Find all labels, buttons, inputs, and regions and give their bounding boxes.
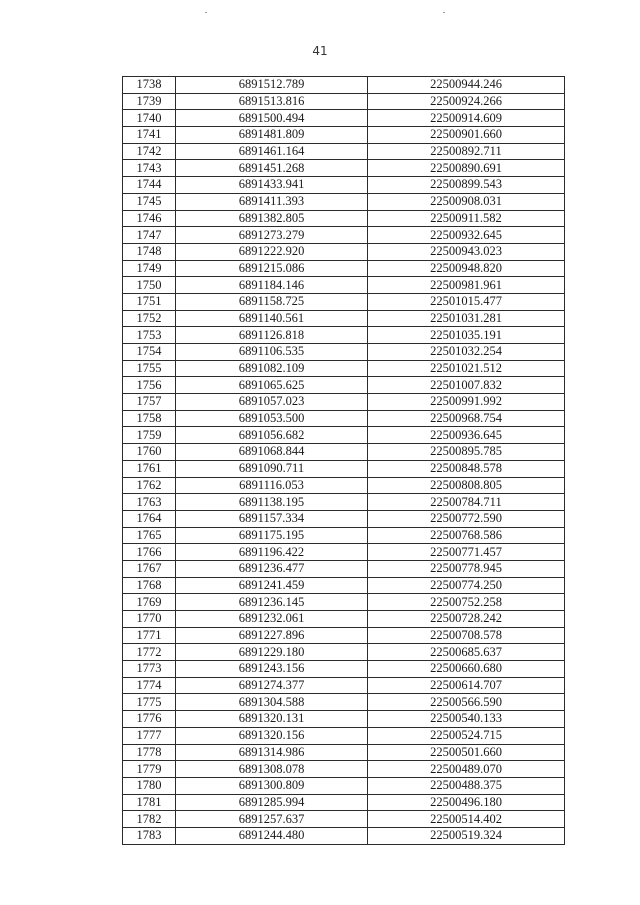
point-number-cell: 1755 — [123, 360, 176, 377]
x-coordinate-cell: 6891227.896 — [176, 627, 368, 644]
point-number-cell: 1763 — [123, 494, 176, 511]
table-row — [123, 444, 565, 461]
table-row — [123, 277, 565, 294]
y-coordinate-cell: 22500514.402 — [368, 811, 565, 828]
table-row — [123, 477, 565, 494]
y-coordinate-cell: 22500890.691 — [368, 160, 565, 177]
y-coordinate-cell: 22500708.578 — [368, 627, 565, 644]
point-number-cell: 1772 — [123, 644, 176, 661]
point-number-cell: 1751 — [123, 293, 176, 310]
x-coordinate-cell: 6891175.195 — [176, 527, 368, 544]
y-coordinate-cell: 22500685.637 — [368, 644, 565, 661]
x-coordinate-cell: 6891126.818 — [176, 327, 368, 344]
table-row — [123, 427, 565, 444]
table-row — [123, 394, 565, 411]
point-number-cell: 1738 — [123, 77, 176, 94]
point-number-cell: 1739 — [123, 93, 176, 110]
table-row — [123, 327, 565, 344]
table-row — [123, 744, 565, 761]
table-row — [123, 711, 565, 728]
point-number-cell: 1761 — [123, 460, 176, 477]
x-coordinate-cell: 6891451.268 — [176, 160, 368, 177]
x-coordinate-cell: 6891273.279 — [176, 227, 368, 244]
table-row — [123, 210, 565, 227]
table-row — [123, 661, 565, 678]
point-number-cell: 1757 — [123, 394, 176, 411]
x-coordinate-cell: 6891274.377 — [176, 677, 368, 694]
table-row — [123, 677, 565, 694]
x-coordinate-cell: 6891500.494 — [176, 110, 368, 127]
table-row — [123, 143, 565, 160]
x-coordinate-cell: 6891314.986 — [176, 744, 368, 761]
x-coordinate-cell: 6891184.146 — [176, 277, 368, 294]
x-coordinate-cell: 6891056.682 — [176, 427, 368, 444]
table-row — [123, 560, 565, 577]
x-coordinate-cell: 6891196.422 — [176, 544, 368, 561]
y-coordinate-cell: 22501015.477 — [368, 293, 565, 310]
point-number-cell: 1762 — [123, 477, 176, 494]
y-coordinate-cell: 22500895.785 — [368, 444, 565, 461]
x-coordinate-cell: 6891090.711 — [176, 460, 368, 477]
x-coordinate-cell: 6891512.789 — [176, 77, 368, 94]
y-coordinate-cell: 22500932.645 — [368, 227, 565, 244]
point-number-cell: 1759 — [123, 427, 176, 444]
y-coordinate-cell: 22501021.512 — [368, 360, 565, 377]
x-coordinate-cell: 6891461.164 — [176, 143, 368, 160]
table-row — [123, 110, 565, 127]
x-coordinate-cell: 6891304.588 — [176, 694, 368, 711]
x-coordinate-cell: 6891257.637 — [176, 811, 368, 828]
table-row — [123, 77, 565, 94]
table-row — [123, 827, 565, 844]
point-number-cell: 1758 — [123, 410, 176, 427]
x-coordinate-cell: 6891243.156 — [176, 661, 368, 678]
y-coordinate-cell: 22500728.242 — [368, 611, 565, 628]
x-coordinate-cell: 6891411.393 — [176, 193, 368, 210]
x-coordinate-cell: 6891138.195 — [176, 494, 368, 511]
y-coordinate-cell: 22501007.832 — [368, 377, 565, 394]
point-number-cell: 1764 — [123, 510, 176, 527]
y-coordinate-cell: 22500948.820 — [368, 260, 565, 277]
point-number-cell: 1750 — [123, 277, 176, 294]
y-coordinate-cell: 22500566.590 — [368, 694, 565, 711]
point-number-cell: 1748 — [123, 243, 176, 260]
y-coordinate-cell: 22500496.180 — [368, 794, 565, 811]
table-row — [123, 527, 565, 544]
table-row — [123, 243, 565, 260]
y-coordinate-cell: 22500489.070 — [368, 761, 565, 778]
table-row — [123, 794, 565, 811]
x-coordinate-cell: 6891057.023 — [176, 394, 368, 411]
y-coordinate-cell: 22500924.266 — [368, 93, 565, 110]
table-row — [123, 193, 565, 210]
table-row — [123, 777, 565, 794]
y-coordinate-cell: 22500914.609 — [368, 110, 565, 127]
y-coordinate-cell: 22500772.590 — [368, 510, 565, 527]
point-number-cell: 1752 — [123, 310, 176, 327]
x-coordinate-cell: 6891140.561 — [176, 310, 368, 327]
x-coordinate-cell: 6891068.844 — [176, 444, 368, 461]
point-number-cell: 1765 — [123, 527, 176, 544]
table-row — [123, 344, 565, 361]
point-number-cell: 1780 — [123, 777, 176, 794]
y-coordinate-cell: 22500752.258 — [368, 594, 565, 611]
x-coordinate-cell: 6891229.180 — [176, 644, 368, 661]
point-number-cell: 1771 — [123, 627, 176, 644]
y-coordinate-cell: 22500784.711 — [368, 494, 565, 511]
table-row — [123, 293, 565, 310]
y-coordinate-cell: 22500768.586 — [368, 527, 565, 544]
y-coordinate-cell: 22500524.715 — [368, 727, 565, 744]
y-coordinate-cell: 22500901.660 — [368, 127, 565, 144]
table-row — [123, 494, 565, 511]
y-coordinate-cell: 22500911.582 — [368, 210, 565, 227]
x-coordinate-cell: 6891065.625 — [176, 377, 368, 394]
x-coordinate-cell: 6891053.500 — [176, 410, 368, 427]
table-row — [123, 227, 565, 244]
point-number-cell: 1742 — [123, 143, 176, 160]
x-coordinate-cell: 6891320.131 — [176, 711, 368, 728]
x-coordinate-cell: 6891232.061 — [176, 611, 368, 628]
table-row — [123, 611, 565, 628]
point-number-cell: 1760 — [123, 444, 176, 461]
y-coordinate-cell: 22500771.457 — [368, 544, 565, 561]
y-coordinate-cell: 22500660.680 — [368, 661, 565, 678]
y-coordinate-cell: 22500808.805 — [368, 477, 565, 494]
y-coordinate-cell: 22501032.254 — [368, 344, 565, 361]
scan-speck — [205, 12, 207, 13]
y-coordinate-cell: 22500519.324 — [368, 827, 565, 844]
point-number-cell: 1778 — [123, 744, 176, 761]
y-coordinate-cell: 22500944.246 — [368, 77, 565, 94]
y-coordinate-cell: 22500968.754 — [368, 410, 565, 427]
point-number-cell: 1746 — [123, 210, 176, 227]
y-coordinate-cell: 22500991.992 — [368, 394, 565, 411]
table-row — [123, 544, 565, 561]
x-coordinate-cell: 6891244.480 — [176, 827, 368, 844]
x-coordinate-cell: 6891236.477 — [176, 560, 368, 577]
x-coordinate-cell: 6891158.725 — [176, 293, 368, 310]
point-number-cell: 1756 — [123, 377, 176, 394]
point-number-cell: 1744 — [123, 177, 176, 194]
point-number-cell: 1783 — [123, 827, 176, 844]
y-coordinate-cell: 22500981.961 — [368, 277, 565, 294]
x-coordinate-cell: 6891300.809 — [176, 777, 368, 794]
table-row — [123, 644, 565, 661]
point-number-cell: 1777 — [123, 727, 176, 744]
table-row — [123, 310, 565, 327]
table-row — [123, 127, 565, 144]
table-row — [123, 377, 565, 394]
scan-speck — [443, 12, 445, 13]
x-coordinate-cell: 6891215.086 — [176, 260, 368, 277]
table-row — [123, 93, 565, 110]
table-row — [123, 260, 565, 277]
x-coordinate-cell: 6891513.816 — [176, 93, 368, 110]
table-row — [123, 160, 565, 177]
point-number-cell: 1776 — [123, 711, 176, 728]
point-number-cell: 1779 — [123, 761, 176, 778]
coordinates-table — [122, 76, 565, 845]
y-coordinate-cell: 22500892.711 — [368, 143, 565, 160]
x-coordinate-cell: 6891241.459 — [176, 577, 368, 594]
y-coordinate-cell: 22500943.023 — [368, 243, 565, 260]
page-number: 41 — [312, 44, 328, 58]
point-number-cell: 1740 — [123, 110, 176, 127]
y-coordinate-cell: 22500774.250 — [368, 577, 565, 594]
point-number-cell: 1754 — [123, 344, 176, 361]
point-number-cell: 1774 — [123, 677, 176, 694]
table-row — [123, 410, 565, 427]
x-coordinate-cell: 6891481.809 — [176, 127, 368, 144]
x-coordinate-cell: 6891433.941 — [176, 177, 368, 194]
coordinates-table-body — [123, 77, 565, 845]
x-coordinate-cell: 6891320.156 — [176, 727, 368, 744]
point-number-cell: 1770 — [123, 611, 176, 628]
y-coordinate-cell: 22500540.133 — [368, 711, 565, 728]
point-number-cell: 1768 — [123, 577, 176, 594]
table-row — [123, 761, 565, 778]
point-number-cell: 1782 — [123, 811, 176, 828]
point-number-cell: 1743 — [123, 160, 176, 177]
x-coordinate-cell: 6891308.078 — [176, 761, 368, 778]
table-row — [123, 510, 565, 527]
x-coordinate-cell: 6891082.109 — [176, 360, 368, 377]
y-coordinate-cell: 22500936.645 — [368, 427, 565, 444]
x-coordinate-cell: 6891222.920 — [176, 243, 368, 260]
table-row — [123, 177, 565, 194]
point-number-cell: 1753 — [123, 327, 176, 344]
point-number-cell: 1749 — [123, 260, 176, 277]
y-coordinate-cell: 22500848.578 — [368, 460, 565, 477]
table-row — [123, 594, 565, 611]
table-row — [123, 627, 565, 644]
y-coordinate-cell: 22501035.191 — [368, 327, 565, 344]
table-row — [123, 694, 565, 711]
x-coordinate-cell: 6891236.145 — [176, 594, 368, 611]
table-row — [123, 811, 565, 828]
table-row — [123, 460, 565, 477]
y-coordinate-cell: 22500614.707 — [368, 677, 565, 694]
point-number-cell: 1769 — [123, 594, 176, 611]
y-coordinate-cell: 22500778.945 — [368, 560, 565, 577]
y-coordinate-cell: 22500908.031 — [368, 193, 565, 210]
table-row — [123, 577, 565, 594]
table-row — [123, 727, 565, 744]
y-coordinate-cell: 22500488.375 — [368, 777, 565, 794]
point-number-cell: 1745 — [123, 193, 176, 210]
point-number-cell: 1747 — [123, 227, 176, 244]
y-coordinate-cell: 22500899.543 — [368, 177, 565, 194]
point-number-cell: 1773 — [123, 661, 176, 678]
x-coordinate-cell: 6891106.535 — [176, 344, 368, 361]
x-coordinate-cell: 6891382.805 — [176, 210, 368, 227]
y-coordinate-cell: 22500501.660 — [368, 744, 565, 761]
point-number-cell: 1775 — [123, 694, 176, 711]
point-number-cell: 1741 — [123, 127, 176, 144]
y-coordinate-cell: 22501031.281 — [368, 310, 565, 327]
x-coordinate-cell: 6891116.053 — [176, 477, 368, 494]
table-row — [123, 360, 565, 377]
x-coordinate-cell: 6891285.994 — [176, 794, 368, 811]
point-number-cell: 1766 — [123, 544, 176, 561]
x-coordinate-cell: 6891157.334 — [176, 510, 368, 527]
point-number-cell: 1767 — [123, 560, 176, 577]
point-number-cell: 1781 — [123, 794, 176, 811]
